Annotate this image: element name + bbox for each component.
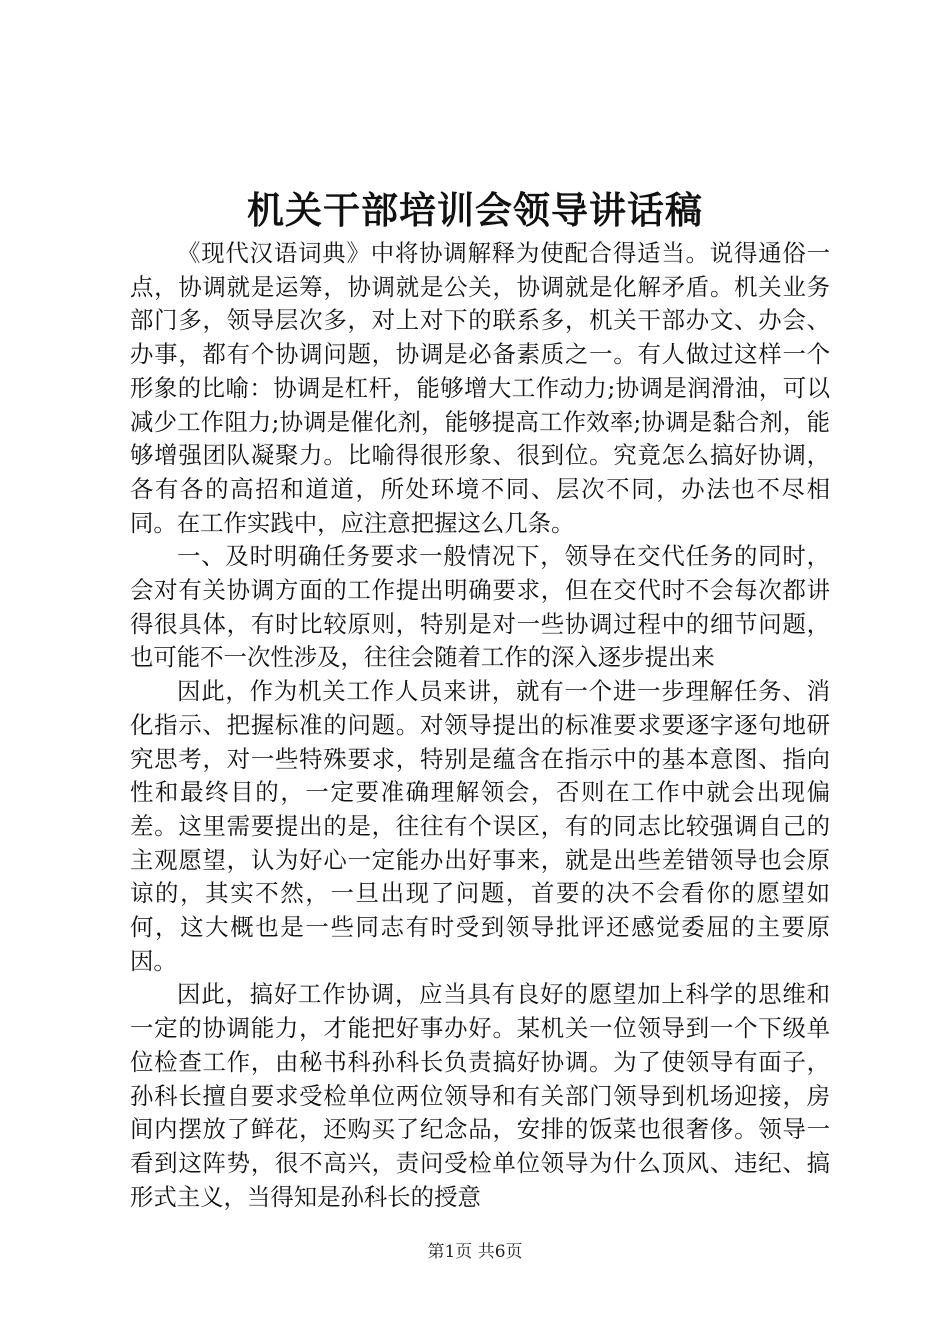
document-body [130,237,830,1214]
document-title: 机关干部培训会领导讲话稿 [247,188,703,232]
paragraph-example: 因此，搞好工作协调，应当具有良好的愿望加上科学的思维和一定的协调能力，才能把好事办好。某机关一位领导到一个下级单位检查工作，由秘书科孙科长负责搞好协调。为了使领导有面子，孙科长擅自要求受检单位两位领导和有关部门领导到机场迎接，房间内摆放了鲜花，还购买了纪念品，安排的饭菜也很奢侈。领导一看到这阵势，很不高兴，责问受检单位领导为什么顶风、违纪、搞形式主义，当得知是孙科长的授意 [130,980,830,1211]
paragraph-intro: 《现代汉语词典》中将协调解释为使配合得适当。说得通俗一点，协调就是运筹，协调就是公关，协调就是化解矛盾。机关业务部门多，领导层次多，对上对下的联系多，机关干部办文、办会、办事，都有个协调问题，协调是必备素质之一。有人做过这样一个形象的比喻：协调是杠杆，能够增大工作动力;协调是润滑油，可以减少工作阻力;协调是催化剂，能够提高工作效率;协调是黏合剂，能够增强团队凝聚力。比喻得很形象、很到位。究竟怎么搞好协调，各有各的高招和道道，所处环境不同、层次不同，办法也不尽相同。在工作实践中，应注意把握这么几条。 [130,239,830,537]
page-number-footer: 第1页 共6页 [427,1242,523,1262]
paragraph-section-one: 一、及时明确任务要求一般情况下，领导在交代任务的同时，会对有关协调方面的工作提出明确要求，但在交代时不会每次都讲得很具体，有时比较原则，特别是对一些协调过程中的细节问题，也可能不一次性涉及，往往会随着工作的深入逐步提出来 [130,542,830,672]
paragraph-understanding-tasks: 因此，作为机关工作人员来讲，就有一个进一步理解任务、消化指示、把握标准的问题。对领导提出的标准要求要逐字逐句地研究思考，对一些特殊要求，特别是蕴含在指示中的基本意图、指向性和最终目的，一定要准确理解领会，否则在工作中就会出现偏差。这里需要提出的是，往往有个误区，有的同志比较强调自己的主观愿望，认为好心一定能办出好事来，就是出些差错领导也会原谅的，其实不然，一旦出现了问题，首要的决不会看你的愿望如何，这大概也是一些同志有时受到领导批评还感觉委屈的主要原因。 [130,677,830,975]
